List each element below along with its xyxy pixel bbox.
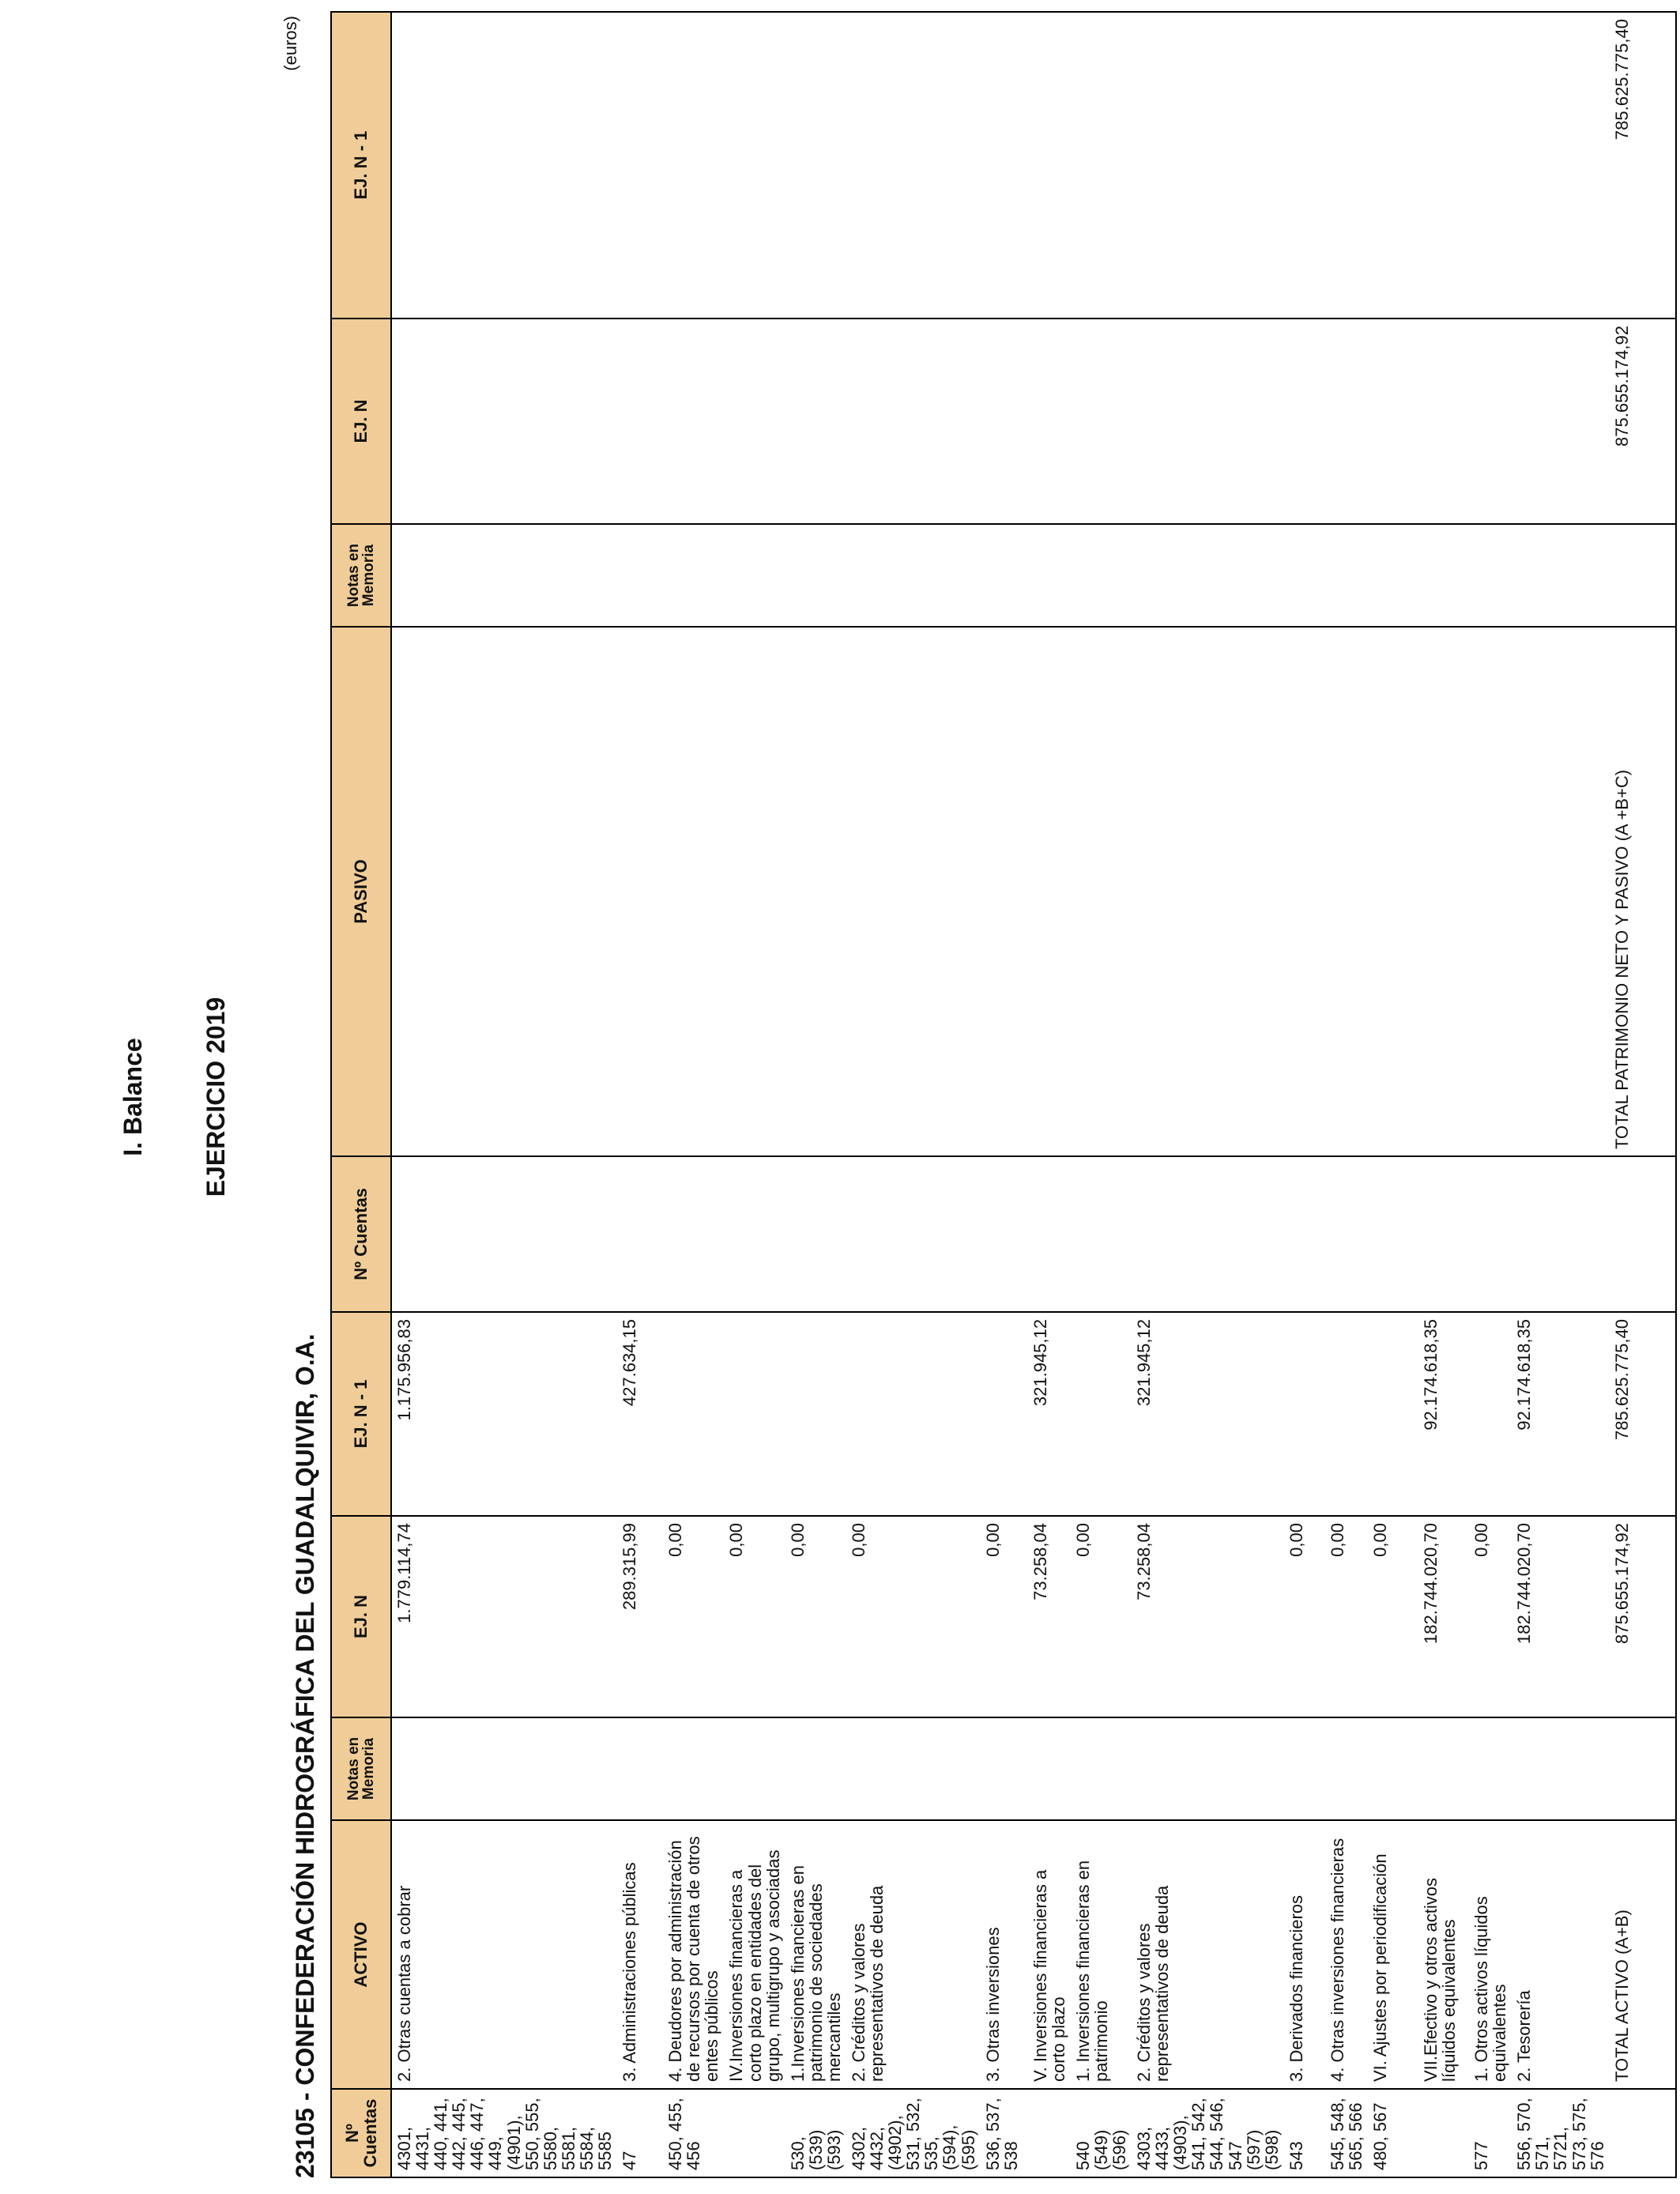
ejn-pasivo-value <box>1284 319 1325 524</box>
notas-cell <box>846 1717 981 1820</box>
account-codes: 4302, 4432, (4902), 531, 532, 535, (594), (595) <box>846 2089 981 2177</box>
page-subtitle: EJERCICIO 2019 <box>202 997 230 1197</box>
notas-pasivo-cell <box>785 524 846 627</box>
ejn-value: 0,00 <box>663 1516 724 1717</box>
activo-concept: 2. Créditos y valores representativos de deuda <box>1132 1820 1284 2089</box>
account-codes: 480, 567 <box>1368 2089 1418 2177</box>
account-codes: 556, 570, 571, 5721, 573, 575, 576 <box>1512 2089 1609 2177</box>
account-codes: 450, 455, 456 <box>663 2089 724 2177</box>
pasivo-concept <box>1028 627 1071 1156</box>
notas-cell <box>1028 1717 1071 1820</box>
account-codes: 4303, 4433, (4903), 541, 542, 544, 546, 547 (597) (598) <box>1132 2089 1284 2177</box>
table-row <box>724 12 785 2177</box>
notas-pasivo-cell <box>1132 524 1284 627</box>
total-activo-ejn: 875.655.174,92 <box>1610 1516 1676 1717</box>
account-codes: 530, (539) (593) <box>785 2089 846 2177</box>
ejn1-pasivo-value <box>1325 12 1368 319</box>
account-codes: 4301, 4431, 440, 441, 442, 445, 446, 447, 449, (4901), 550, 555, 5580, 5581, 5584, 5585 <box>391 2089 617 2177</box>
ejn-value: 182.744.020,70 <box>1512 1516 1609 1717</box>
activo-concept: 2. Otras cuentas a cobrar <box>391 1820 617 2089</box>
header-pasivo: PASIVO <box>331 627 391 1156</box>
header-ejn1: EJ. N - 1 <box>331 1312 391 1516</box>
ejn-pasivo-value <box>981 319 1028 524</box>
ejn-value: 0,00 <box>1368 1516 1418 1717</box>
ejn-pasivo-value <box>1418 319 1469 524</box>
ejn1-value: 321.945,12 <box>1028 1312 1071 1516</box>
pasivo-concept <box>1418 627 1469 1156</box>
ejn1-pasivo-value <box>663 12 724 319</box>
ejn1-pasivo-value <box>1469 12 1512 319</box>
ejn1-value <box>1469 1312 1512 1516</box>
ejn1-value: 321.945,12 <box>1132 1312 1284 1516</box>
table-row <box>1418 12 1469 2177</box>
table-row <box>1325 12 1368 2177</box>
ejn-value: 0,00 <box>1469 1516 1512 1717</box>
ejn1-pasivo-value <box>1368 12 1418 319</box>
activo-concept: 3. Derivados financieros <box>1284 1820 1325 2089</box>
account-codes: 536, 537, 538 <box>981 2089 1028 2177</box>
pasivo-concept <box>785 627 846 1156</box>
ejn1-pasivo-value <box>981 12 1028 319</box>
ejn1-pasivo-value <box>846 12 981 319</box>
ejn-value: 1.779.114,74 <box>391 1516 617 1717</box>
activo-concept: 3. Administraciones públicas <box>617 1820 663 2089</box>
pasivo-concept <box>1368 627 1418 1156</box>
ejn1-pasivo-value <box>1512 12 1609 319</box>
ejn-value: 182.744.020,70 <box>1418 1516 1469 1717</box>
notas-pasivo-cell <box>846 524 981 627</box>
table-row <box>1469 12 1512 2177</box>
notas-cell <box>1418 1717 1469 1820</box>
activo-concept: 1. Otros activos líquidos equivalentes <box>1469 1820 1512 2089</box>
units-label: (euros) <box>281 16 300 71</box>
account-codes: 543 <box>1284 2089 1325 2177</box>
pasivo-concept <box>391 627 617 1156</box>
notas-cell <box>981 1717 1028 1820</box>
notas-pasivo-cell <box>391 524 617 627</box>
ejn1-pasivo-value <box>1028 12 1071 319</box>
ejn-pasivo-value <box>724 319 785 524</box>
table-row <box>846 12 981 2177</box>
ejn1-value <box>663 1312 724 1516</box>
pasivo-concept <box>1469 627 1512 1156</box>
activo-concept: 2. Créditos y valores representativos de deuda <box>846 1820 981 2089</box>
notas-cell <box>1071 1717 1132 1820</box>
ejn1-value <box>724 1312 785 1516</box>
header-notas-pasivo: Notas en Memoria <box>331 524 391 627</box>
total-cuentas-pasivo-cell <box>1610 1156 1676 1312</box>
table-row <box>391 12 617 2177</box>
table-row <box>1028 12 1071 2177</box>
pasivo-concept <box>1071 627 1132 1156</box>
entity-name: 23105 - CONFEDERACIÓN HIDROGRÁFICA DEL GUADALQUIVIR, O.A. <box>291 1333 319 2178</box>
total-activo-label: TOTAL ACTIVO (A+B) <box>1610 1820 1676 2089</box>
pasivo-concept <box>1132 627 1284 1156</box>
activo-concept: 1.Inversiones financieras en patrimonio de sociedades mercantiles <box>785 1820 846 2089</box>
table-row <box>1071 12 1132 2177</box>
table-row <box>1512 12 1609 2177</box>
activo-concept: 1. Inversiones financieras en patrimonio <box>1071 1820 1132 2089</box>
table-row <box>1284 12 1325 2177</box>
account-codes: 545, 548, 565, 566 <box>1325 2089 1368 2177</box>
activo-concept: IV.Inversiones financieras a corto plazo en entidades del grupo, multigrupo y asociadas <box>724 1820 785 2089</box>
ejn1-pasivo-value <box>617 12 663 319</box>
table-row <box>617 12 663 2177</box>
ejn1-value: 1.175.956,83 <box>391 1312 617 1516</box>
notas-cell <box>1284 1717 1325 1820</box>
ejn1-value <box>981 1312 1028 1516</box>
notas-pasivo-cell <box>981 524 1028 627</box>
ejn-pasivo-value <box>1028 319 1071 524</box>
notas-pasivo-cell <box>1284 524 1325 627</box>
cuentas-pasivo-cell <box>785 1156 846 1312</box>
activo-concept: VI. Ajustes por periodificación <box>1368 1820 1418 2089</box>
header-ejn1-pasivo: EJ. N - 1 <box>331 12 391 319</box>
pasivo-concept <box>846 627 981 1156</box>
notas-cell <box>785 1717 846 1820</box>
notas-pasivo-cell <box>663 524 724 627</box>
pasivo-concept <box>617 627 663 1156</box>
activo-concept: V. Inversiones financieras a corto plazo <box>1028 1820 1071 2089</box>
ejn-value: 0,00 <box>1071 1516 1132 1717</box>
ejn1-pasivo-value <box>391 12 617 319</box>
ejn1-value: 92.174.618,35 <box>1512 1312 1609 1516</box>
ejn1-pasivo-value <box>724 12 785 319</box>
page-title: I. Balance <box>119 1038 147 1156</box>
activo-concept: 3. Otras inversiones <box>981 1820 1028 2089</box>
header-cuentas-pasivo: Nº Cuentas <box>331 1156 391 1312</box>
cuentas-pasivo-cell <box>391 1156 617 1312</box>
ejn-pasivo-value <box>1469 319 1512 524</box>
ejn1-value <box>1071 1312 1132 1516</box>
activo-concept: VII.Efectivo y otros activos líquidos equivalentes <box>1418 1820 1469 2089</box>
header-notas: Notas en Memoria <box>331 1717 391 1820</box>
ejn-value: 0,00 <box>1325 1516 1368 1717</box>
cuentas-pasivo-cell <box>617 1156 663 1312</box>
ejn1-value: 92.174.618,35 <box>1418 1312 1469 1516</box>
ejn-pasivo-value <box>663 319 724 524</box>
table-row <box>981 12 1028 2177</box>
ejn-pasivo-value <box>617 319 663 524</box>
activo-concept: 4. Deudores por administración de recursos por cuenta de otros entes públicos <box>663 1820 724 2089</box>
notas-pasivo-cell <box>1368 524 1418 627</box>
header-row <box>331 12 391 2177</box>
table-row <box>785 12 846 2177</box>
cuentas-pasivo-cell <box>1418 1156 1469 1312</box>
ejn1-value <box>785 1312 846 1516</box>
total-pasivo-ejn: 875.655.174,92 <box>1610 319 1676 524</box>
pasivo-concept <box>981 627 1028 1156</box>
notas-pasivo-cell <box>1028 524 1071 627</box>
ejn-value: 289.315,99 <box>617 1516 663 1717</box>
cuentas-pasivo-cell <box>1071 1156 1132 1312</box>
ejn-pasivo-value <box>1325 319 1368 524</box>
ejn-pasivo-value <box>391 319 617 524</box>
notas-cell <box>1132 1717 1284 1820</box>
cuentas-pasivo-cell <box>724 1156 785 1312</box>
cuentas-pasivo-cell <box>1132 1156 1284 1312</box>
notas-cell <box>617 1717 663 1820</box>
cuentas-pasivo-cell <box>981 1156 1028 1312</box>
ejn1-pasivo-value <box>1071 12 1132 319</box>
ejn-value: 0,00 <box>1284 1516 1325 1717</box>
cuentas-pasivo-cell <box>1284 1156 1325 1312</box>
totals-row <box>1610 12 1676 2177</box>
ejn-pasivo-value <box>1132 319 1284 524</box>
cuentas-pasivo-cell <box>663 1156 724 1312</box>
cuentas-pasivo-cell <box>1469 1156 1512 1312</box>
ejn-value: 73.258,04 <box>1132 1516 1284 1717</box>
table-row <box>1368 12 1418 2177</box>
notas-pasivo-cell <box>617 524 663 627</box>
ejn1-value <box>846 1312 981 1516</box>
ejn-pasivo-value <box>1071 319 1132 524</box>
ejn-value: 0,00 <box>981 1516 1028 1717</box>
pasivo-concept <box>1325 627 1368 1156</box>
notas-pasivo-cell <box>1469 524 1512 627</box>
account-codes <box>1028 2089 1071 2177</box>
ejn-pasivo-value <box>846 319 981 524</box>
ejn-pasivo-value <box>1368 319 1418 524</box>
ejn-value: 73.258,04 <box>1028 1516 1071 1717</box>
activo-concept: 2. Tesorería <box>1512 1820 1609 2089</box>
ejn-value: 0,00 <box>724 1516 785 1717</box>
table-row <box>663 12 724 2177</box>
ejn-pasivo-value <box>785 319 846 524</box>
total-cuentas-cell <box>1610 2089 1676 2177</box>
pasivo-concept <box>1284 627 1325 1156</box>
account-codes: 540 (549) (596) <box>1071 2089 1132 2177</box>
pasivo-concept <box>663 627 724 1156</box>
cuentas-pasivo-cell <box>1512 1156 1609 1312</box>
notas-cell <box>391 1717 617 1820</box>
notas-pasivo-cell <box>1418 524 1469 627</box>
notas-pasivo-cell <box>724 524 785 627</box>
notas-cell <box>663 1717 724 1820</box>
header-ejn: EJ. N <box>331 1516 391 1717</box>
account-codes <box>724 2089 785 2177</box>
notas-cell <box>1512 1717 1609 1820</box>
total-pasivo-label: TOTAL PATRIMONIO NETO Y PASIVO (A +B+C) <box>1610 627 1676 1156</box>
notas-cell <box>1325 1717 1368 1820</box>
notas-cell <box>1368 1717 1418 1820</box>
total-notas-cell <box>1610 1717 1676 1820</box>
cuentas-pasivo-cell <box>1368 1156 1418 1312</box>
pasivo-concept <box>724 627 785 1156</box>
notas-pasivo-cell <box>1512 524 1609 627</box>
ejn1-value <box>1284 1312 1325 1516</box>
ejn1-value <box>1325 1312 1368 1516</box>
ejn1-value: 427.634,15 <box>617 1312 663 1516</box>
header-activo: ACTIVO <box>331 1820 391 2089</box>
cuentas-pasivo-cell <box>1028 1156 1071 1312</box>
ejn-pasivo-value <box>1512 319 1609 524</box>
total-pasivo-ejn1: 785.625.775,40 <box>1610 12 1676 319</box>
notas-pasivo-cell <box>1071 524 1132 627</box>
account-codes: 577 <box>1469 2089 1512 2177</box>
cuentas-pasivo-cell <box>846 1156 981 1312</box>
header-cuentas: Nº Cuentas <box>331 2089 391 2177</box>
table-row <box>1132 12 1284 2177</box>
notas-cell <box>724 1717 785 1820</box>
account-codes <box>1418 2089 1469 2177</box>
ejn1-pasivo-value <box>1284 12 1325 319</box>
ejn1-pasivo-value <box>785 12 846 319</box>
ejn-value: 0,00 <box>846 1516 981 1717</box>
account-codes: 47 <box>617 2089 663 2177</box>
balance-table <box>330 11 1677 2178</box>
pasivo-concept <box>1512 627 1609 1156</box>
ejn1-value <box>1368 1312 1418 1516</box>
ejn-value: 0,00 <box>785 1516 846 1717</box>
ejn1-pasivo-value <box>1132 12 1284 319</box>
header-ejn-pasivo: EJ. N <box>331 319 391 524</box>
activo-concept: 4. Otras inversiones financieras <box>1325 1820 1368 2089</box>
ejn1-pasivo-value <box>1418 12 1469 319</box>
notas-cell <box>1469 1717 1512 1820</box>
notas-pasivo-cell <box>1325 524 1368 627</box>
total-activo-ejn1: 785.625.775,40 <box>1610 1312 1676 1516</box>
cuentas-pasivo-cell <box>1325 1156 1368 1312</box>
total-notas-pasivo-cell <box>1610 524 1676 627</box>
